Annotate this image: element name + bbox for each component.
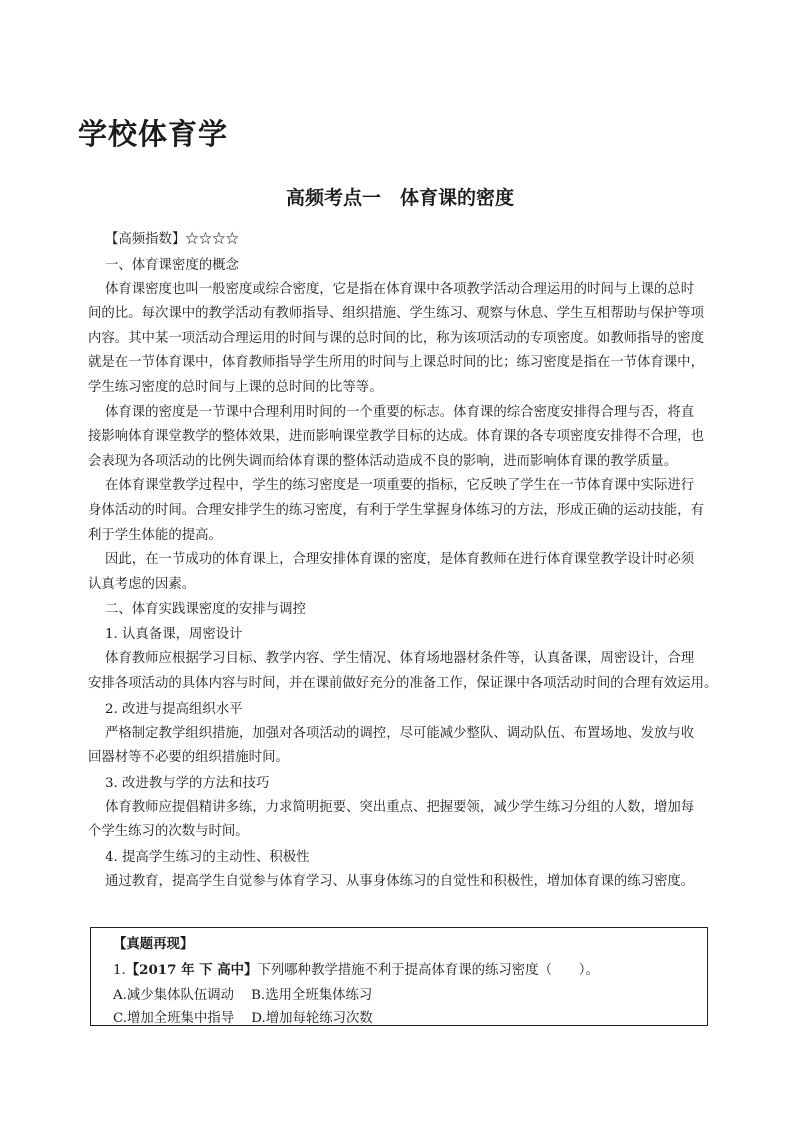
paragraph-line: 因此，在一节成功的体育课上，合理安排体育课的密度，是体育教师在进行体育课堂教学设计时必须: [105, 552, 695, 568]
frequency-rating: [88, 228, 712, 253]
subsection-title: 3. 改进教与学的方法和技巧: [105, 775, 270, 791]
star-rating: ☆☆☆☆: [185, 232, 239, 247]
options-row-1: [113, 984, 372, 1003]
subsection-title: 4. 提高学生练习的主动性、积极性: [105, 849, 310, 865]
paragraph-line: 体育课密度也叫一般密度或综合密度，它是指在体育课中各项教学活动合理运用的时间与上课的总时: [105, 281, 695, 297]
option-b: B.选用全班集体练习: [251, 988, 373, 1003]
part2-body: [88, 622, 718, 894]
paragraph-line: 内容。其中某一项活动合理运用的时间与课的总时间的比，称为该项活动的专项密度。如教师指导的密度: [88, 330, 704, 346]
part1-heading: 一、体育课密度的概念: [105, 257, 239, 273]
paragraph-line: 体育教师应根据学习目标、教学内容、学生情况、体育场地器材条件等，认真备课，周密设计，合理: [105, 651, 695, 667]
paragraph-line: 身体活动的时间。合理安排学生的练习密度，有利于学生掌握身体练习的方法，形成正确的运动技能，有: [88, 502, 704, 518]
paragraph-line: 认真考虑的因素。: [88, 576, 196, 592]
option-c: C.增加全班集中指导: [113, 1011, 235, 1026]
body-text: [88, 228, 718, 894]
part2-heading: 二、体育实践课密度的安排与调控: [105, 602, 306, 618]
paragraph-line: 个学生练习的次数与时间。: [88, 824, 249, 840]
part1-body: [88, 278, 712, 598]
paragraph-line: 在体育课堂教学过程中，学生的练习密度是一项重要的指标，它反映了学生在一节体育课中实际进行: [105, 478, 695, 494]
option-d: D.增加每轮练习次数: [251, 1011, 373, 1026]
section-title: 高频考点一 体育课的密度: [285, 187, 514, 209]
paragraph-line: 学生练习密度的总时间与上课的总时间的比等等。: [88, 379, 383, 395]
paragraph-line: 就是在一节体育课中，体育教师指导学生所用的时间与上课总时间的比；练习密度是指在一节体育课中，: [88, 355, 704, 371]
options-row-2: [113, 1007, 373, 1026]
paragraph-line: 体育课的密度是一节课中合理利用时间的一个重要的标志。体育课的综合密度安排得合理与否，将直: [105, 404, 695, 420]
question-text: 下列哪种教学措施不利于提高体育课的练习密度（ ）。: [257, 963, 599, 978]
option-a: A.减少集体队伍调动: [113, 988, 235, 1003]
paragraph-line: 体育教师应提倡精讲多练，力求简明扼要、突出重点、把握要领，减少学生练习分组的人数，增加每: [105, 799, 695, 815]
paragraph-line: 回器材等不必要的组织措施时间。: [88, 750, 289, 766]
question-number: 1.: [113, 963, 126, 978]
exam-box-heading: 【真题再现】: [113, 936, 194, 952]
frequency-label: 【高频指数】: [105, 232, 186, 247]
paragraph-line: 通过教育，提高学生自觉参与体育学习、从事身体练习的自觉性和积极性，增加体育课的练习密度。: [105, 873, 695, 889]
paragraph-line: 严格制定教学组织措施，加强对各项活动的调控，尽可能减少整队、调动队伍、布置场地、发放与收: [105, 725, 695, 741]
subsection-title: 1. 认真备课，周密设计: [105, 627, 243, 643]
exam-box: [90, 927, 708, 1026]
chapter-title: 学校体育学: [78, 117, 229, 151]
paragraph-line: 利于学生体能的提高。: [88, 527, 222, 543]
paragraph-line: 间的比。每次课中的教学活动有教师指导、组织措施、学生练习、观察与休息、学生互相帮助与保护等项: [88, 306, 704, 322]
subsection-title: 2. 改进与提高组织水平: [105, 701, 243, 717]
paragraph-line: 安排各项活动的具体内容与时间，并在课前做好充分的准备工作，保证课中各项活动时间的合理有效运用。: [88, 675, 718, 691]
paragraph-line: 会表现为各项活动的比例失调而给体育课的整体活动造成不良的影响，进而影响体育课的教学质量。: [88, 453, 678, 469]
paragraph-line: 接影响体育课堂教学的整体效果，进而影响课堂教学目标的达成。体育课的各专项密度安排得不合理，也: [88, 429, 704, 445]
exam-question: [113, 959, 599, 978]
question-source: 【2017 年 下 高中】: [125, 962, 258, 978]
